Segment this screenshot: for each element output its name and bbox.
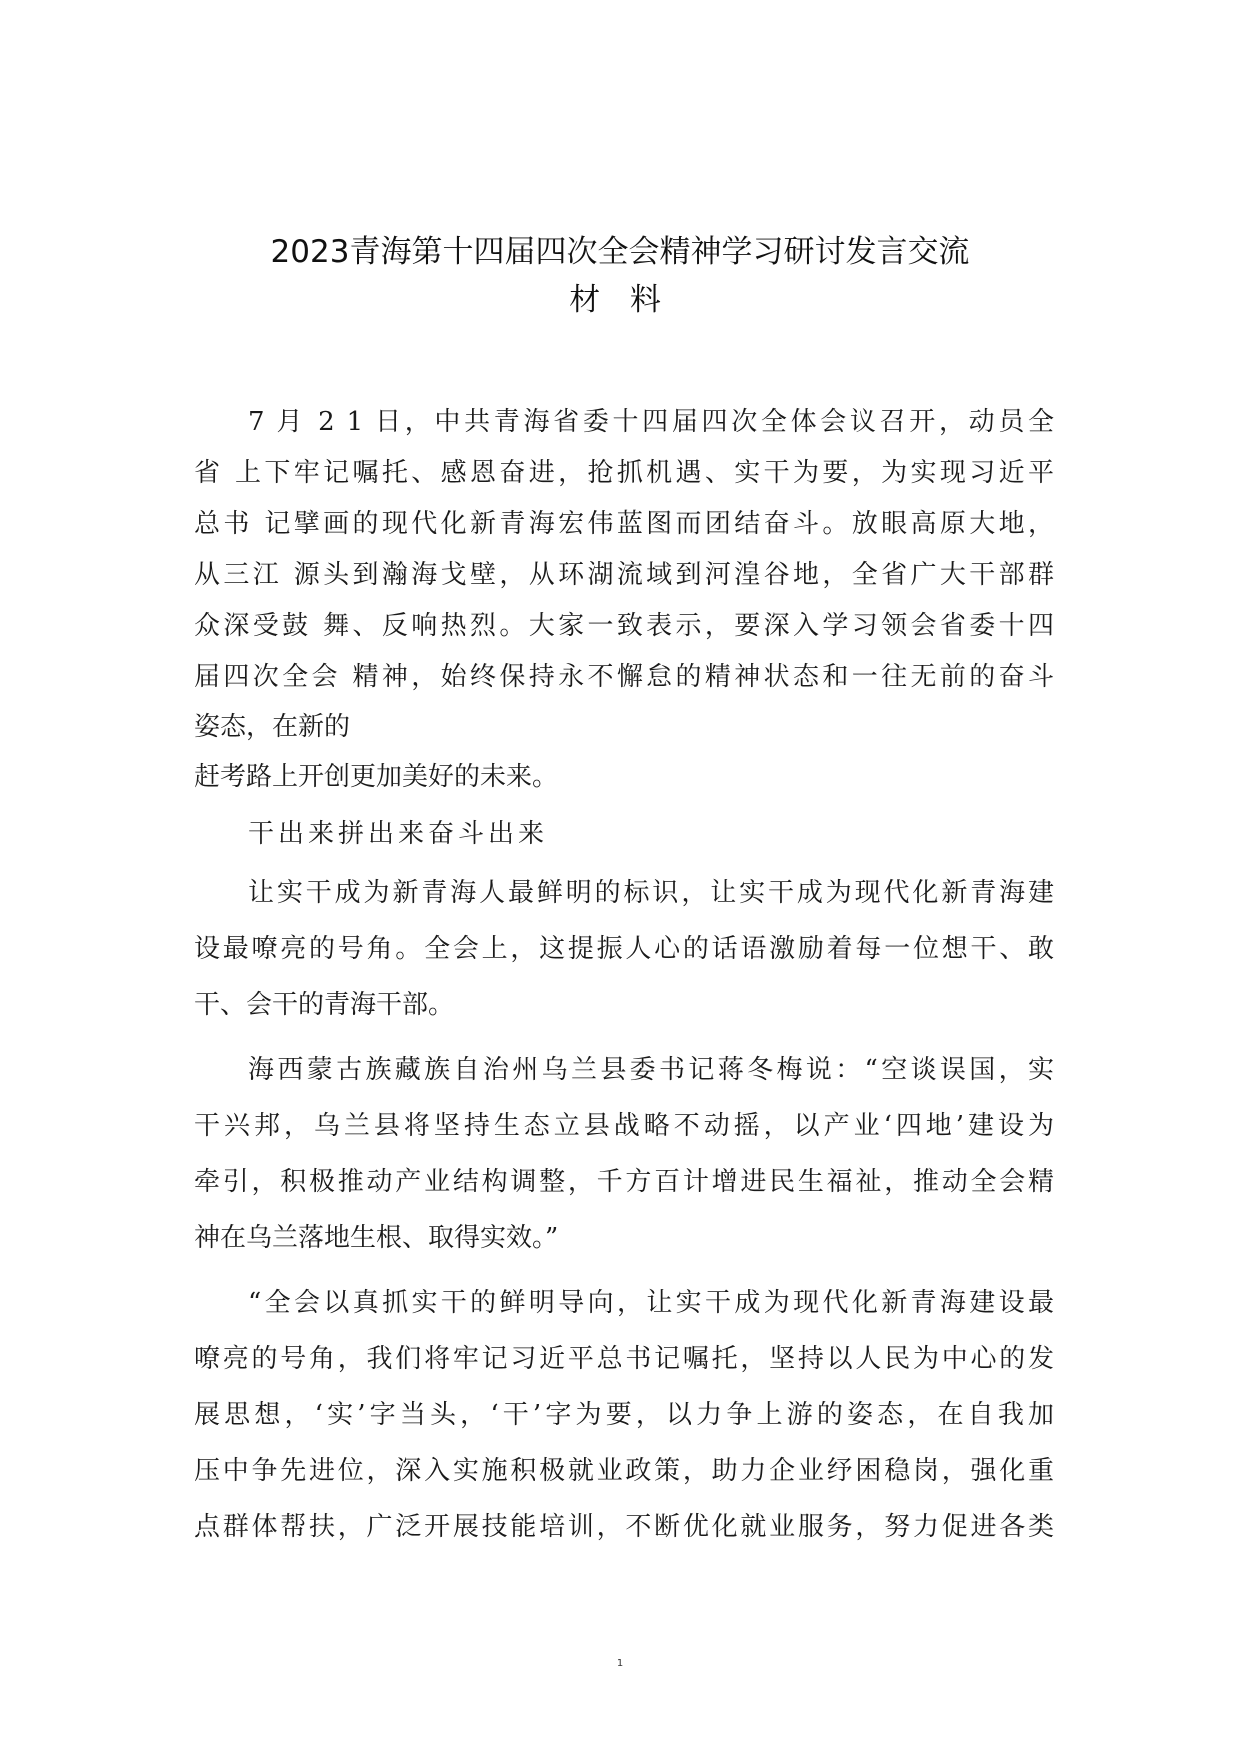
paragraph-line: 设最嘹亮的号角。全会上，这提振人心的话语激励着每一位想干、敢: [194, 934, 1054, 964]
paragraph-line: “全会以真抓实干的鲜明导向，让实干成为现代化新青海建设最: [248, 1288, 1054, 1318]
paragraph-line: 届四次全会 精神，始终保持永不懈怠的精神状态和一往无前的奋斗: [194, 662, 1054, 692]
document-title-continuation: 材 料: [569, 282, 671, 318]
paragraph-line: 点群体帮扶，广泛开展技能培训，不断优化就业服务，努力促进各类: [194, 1512, 1054, 1542]
paragraph-line: 压中争先进位，深入实施积极就业政策，助力企业纾困稳岗，强化重: [194, 1456, 1054, 1486]
paragraph-line: 干兴邦，乌兰县将坚持生态立县战略不动摇，以产业‘四地’建设为: [194, 1111, 1054, 1141]
paragraph-line: 展思想，‘实’字当头，‘干’字为要，以力争上游的姿态，在自我加: [194, 1400, 1054, 1430]
paragraph-line: 海西蒙古族藏族自治州乌兰县委书记蒋冬梅说：“空谈误国，实: [248, 1055, 1054, 1085]
section-heading: 干出来拼出来奋斗出来: [248, 819, 549, 849]
document-title: 2023青海第十四届四次全会精神学习研讨发言交流: [270, 234, 970, 270]
paragraph-line: 神在乌兰落地生根、取得实效。”: [194, 1223, 559, 1253]
paragraph-line: 姿态，在新的: [194, 712, 351, 742]
paragraph-line: 牵引，积极推动产业结构调整，千方百计增进民生福祉，推动全会精: [194, 1167, 1054, 1197]
paragraph-line: 赶考路上开创更加美好的未来。: [194, 762, 559, 792]
paragraph-line: 众深受鼓 舞、反响热烈。大家一致表示，要深入学习领会省委十四: [194, 611, 1054, 641]
page-number: 1: [616, 1658, 624, 1669]
paragraph-line: 7 月 2 1 日，中共青海省委十四届四次全体会议召开，动员全: [248, 407, 1054, 437]
paragraph-line: 总书 记擘画的现代化新青海宏伟蓝图而团结奋斗。放眼高原大地，: [194, 509, 1054, 539]
paragraph-line: 省 上下牢记嘱托、感恩奋进，抢抓机遇、实干为要，为实现习近平: [194, 458, 1054, 488]
paragraph-line: 干、会干的青海干部。: [194, 990, 455, 1020]
paragraph-line: 让实干成为新青海人最鲜明的标识，让实干成为现代化新青海建: [248, 878, 1054, 908]
paragraph-line: 从三江 源头到瀚海戈壁，从环湖流域到河湟谷地，全省广大干部群: [194, 560, 1054, 590]
paragraph-line: 嘹亮的号角，我们将牢记习近平总书记嘱托，坚持以人民为中心的发: [194, 1344, 1054, 1374]
